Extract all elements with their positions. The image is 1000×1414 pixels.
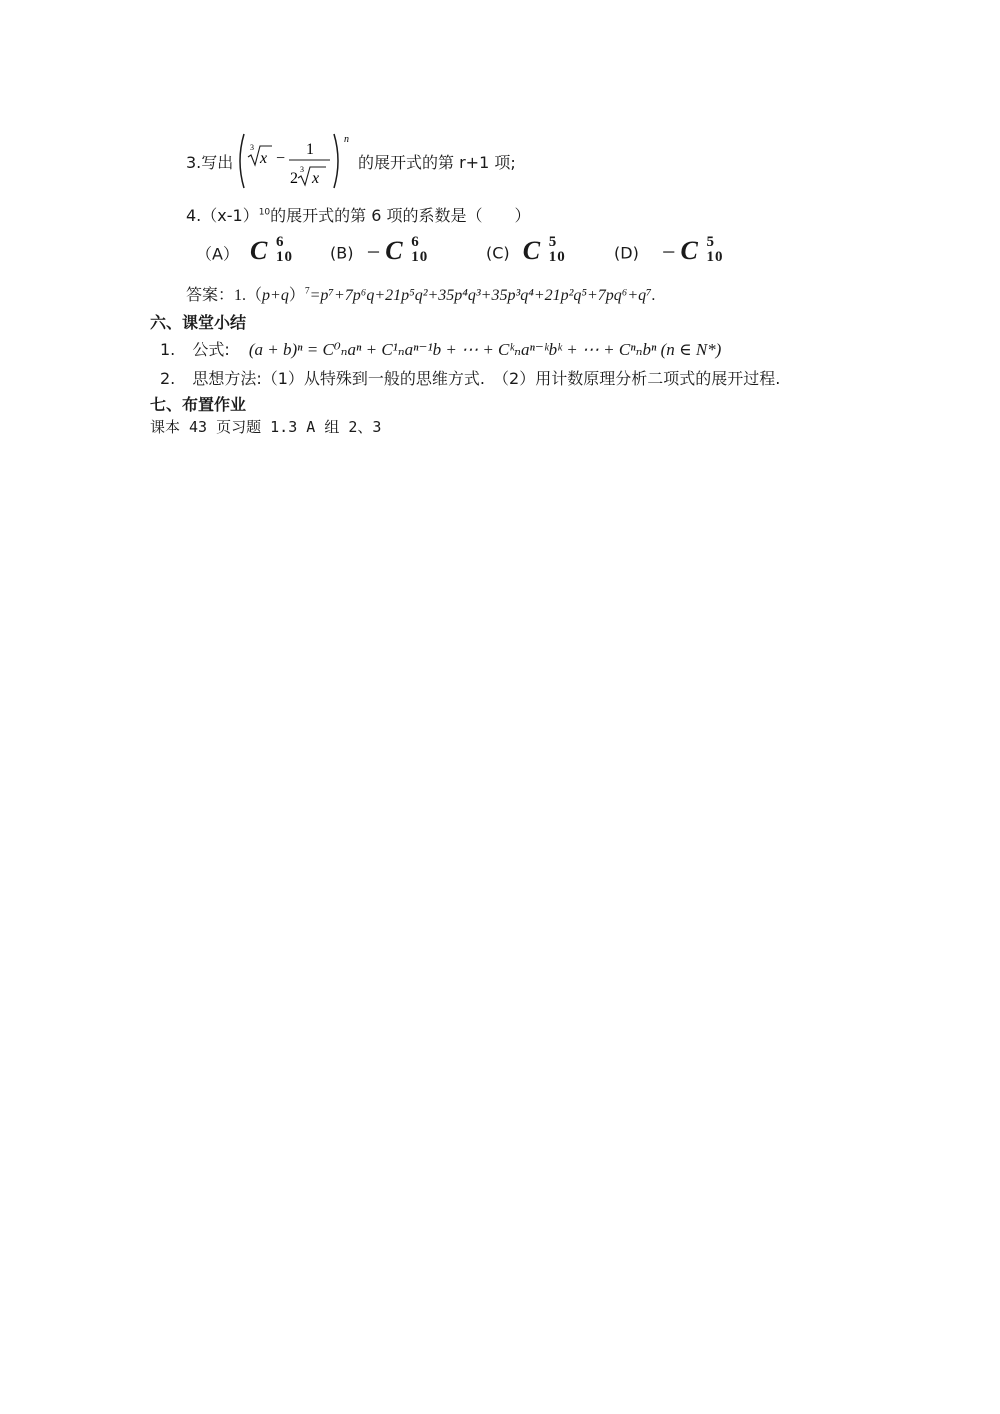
q4-text: 的展开式的第 6 项的系数是（ ） [270, 206, 531, 225]
option-d-label: (D) [614, 243, 639, 263]
option-d-c: C [680, 236, 698, 265]
option-b-sign: − [366, 239, 381, 266]
homework-text: 课本 43 页习题 1.3 A 组 2、3 [150, 418, 382, 436]
question-3 [186, 130, 746, 192]
option-c-upper: 5 [548, 234, 557, 250]
item-2-text: 思想方法:（1）从特殊到一般的思维方式. （2）用计数原理分析二项式的展开过程. [192, 369, 781, 388]
option-d-combination [681, 236, 741, 270]
option-b-lower: 10 [411, 249, 429, 265]
option-a-c: C [250, 236, 268, 265]
answer-expansion: =p⁷+7p⁶q+21p⁵q²+35p⁴q³+35p³q⁴+21p²q⁵+7pq⁶+q⁷. [309, 287, 656, 304]
option-b-c: C [385, 236, 403, 265]
option-a-lower: 10 [276, 249, 294, 265]
q3-x: x [260, 150, 268, 167]
section-7-title: 七、布置作业 [150, 395, 247, 414]
option-d-lower: 10 [706, 249, 724, 265]
q3-root-index: 3 [250, 143, 254, 152]
option-c-c: C [522, 236, 541, 265]
answer-close: ） [288, 287, 305, 304]
option-c-label: (C) [486, 243, 510, 263]
left-paren [240, 134, 244, 188]
option-c-lower: 10 [548, 249, 566, 265]
item-2-number: 2. [160, 369, 176, 388]
option-d[interactable] [614, 236, 741, 270]
q3-prefix: 3.写出 [186, 153, 234, 172]
q3-expression [234, 130, 354, 192]
option-d-upper: 5 [706, 234, 715, 250]
item-1-number: 1. [160, 340, 176, 359]
option-a[interactable] [196, 236, 310, 270]
option-c[interactable] [486, 236, 583, 270]
answer-pq: p+q [262, 287, 289, 304]
option-b-label: (B) [330, 243, 354, 263]
answer-exp: 7 [304, 285, 310, 297]
q3-frac-coef: 2 [290, 170, 298, 187]
option-a-upper: 6 [276, 234, 284, 250]
summary-item-1 [160, 337, 721, 360]
section-6-title: 六、课堂小结 [150, 313, 247, 332]
answer-label: 答案：1.（ [186, 287, 263, 304]
q3-den-x: x [312, 170, 320, 187]
q3-suffix: 的展开式的第 r+1 项; [358, 153, 516, 172]
q3-minus: − [276, 150, 286, 167]
right-paren [334, 134, 338, 188]
answer-line [186, 282, 656, 305]
option-c-combination [523, 236, 583, 270]
option-a-label: （A） [196, 244, 239, 264]
option-a-combination [250, 236, 310, 270]
q3-frac-num: 1 [306, 141, 314, 158]
option-b-combination [385, 236, 445, 270]
q3-den-root-index: 3 [300, 165, 304, 174]
summary-item-2 [160, 366, 780, 389]
option-b-upper: 6 [411, 234, 419, 250]
q4-options [196, 236, 756, 272]
q3-exponent: n [344, 134, 349, 145]
binomial-formula: (a + b)ⁿ = C⁰ₙaⁿ + C¹ₙaⁿ⁻¹b + ⋯ + Cᵏₙaⁿ⁻ᵏbᵏ + ⋯ + Cⁿₙbⁿ (n ∈ N*) [248, 340, 722, 359]
question-4 [186, 203, 531, 226]
item-1-label: 公式: [192, 340, 230, 359]
q4-exponent: 10 [258, 207, 271, 218]
q4-prefix: 4.（x-1） [186, 206, 259, 225]
option-d-sign: − [661, 239, 676, 266]
option-b[interactable] [330, 236, 445, 270]
